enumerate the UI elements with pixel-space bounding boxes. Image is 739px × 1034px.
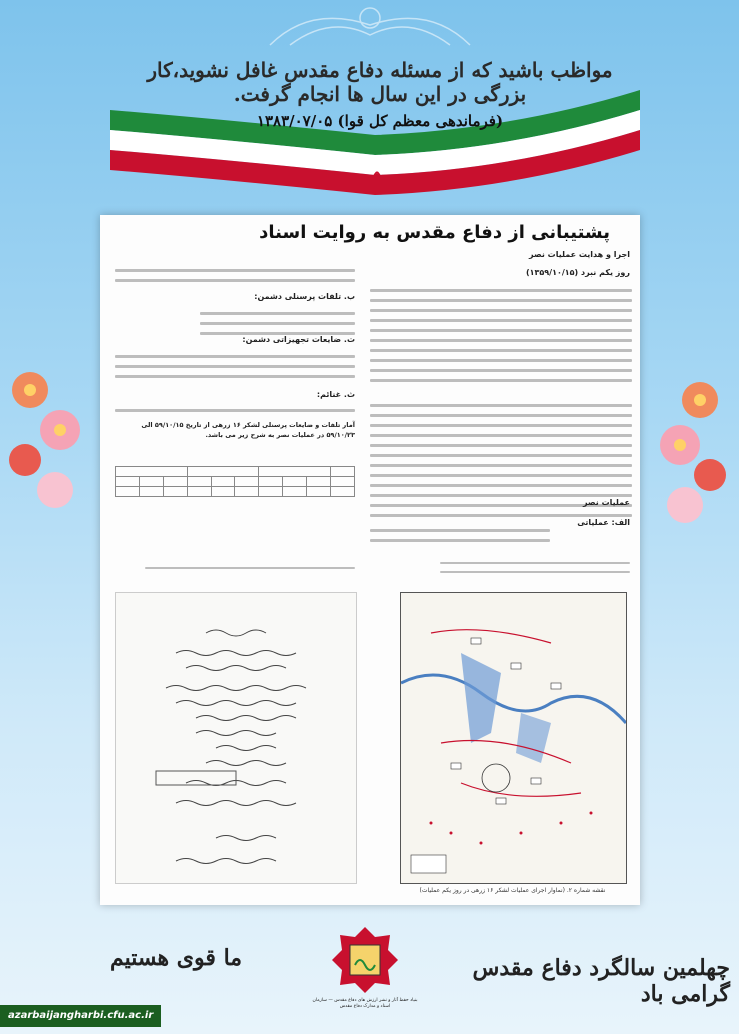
casualty-table xyxy=(115,466,355,497)
handwriting-scan xyxy=(116,593,356,883)
left-slogan: ما قوی هستیم xyxy=(110,945,243,971)
section-label: اجرا و هدایت عملیات نصر xyxy=(529,250,630,259)
summary-line: آمار تلفات و ضایعات پرسنلی لشکر ۱۶ زرهی از تاریخ ۵۹/۱۰/۱۵ الی ۵۹/۱۰/۲۳ در عملیات نصر به شرح زیر می باشد. xyxy=(141,421,355,439)
phase-text xyxy=(370,522,550,549)
foundation-logo xyxy=(330,925,400,995)
day-label: روز یکم نبرد (۱۳۵۹/۱۰/۱۵) xyxy=(525,268,630,277)
left-footnote xyxy=(145,560,355,576)
right-flowers xyxy=(640,370,739,530)
site-url-link[interactable]: azarbaijangharbi.cfu.ac.ir xyxy=(0,1005,161,1027)
left-heading-spoils: ث. غنائم: xyxy=(316,390,355,399)
handwritten-document xyxy=(115,592,357,884)
headline-quote: مواظب باشید که از مسئله دفاع مقدس غافل نشوید،کار بزرگی در این سال ها انجام گرفت. xyxy=(147,58,613,106)
operation-map xyxy=(400,592,627,884)
right-footnotes xyxy=(440,555,630,580)
logo-caption: بنیاد حفظ آثار و نشر ارزش های دفاع مقدس — سازمان اسناد و مدارک دفاع مقدس xyxy=(312,998,418,1009)
left-heading-equipment: ت. ضایعات تجهیزاتی دشمن: xyxy=(242,335,355,344)
right-slogan: چهلمین سالگرد دفاع مقدس گرامی باد xyxy=(472,955,730,1007)
top-ornament xyxy=(250,0,490,50)
left-equipment-lines xyxy=(115,348,355,385)
flag-ribbon xyxy=(110,90,640,210)
ops-label: عملیات نصر xyxy=(582,498,630,507)
left-heading-casualties: ب. تلفات پرسنلی دشمن: xyxy=(254,292,355,301)
document-title: پشتیبانی از دفاع مقدس به روایت اسناد xyxy=(259,222,610,243)
left-column-intro xyxy=(115,262,355,289)
left-flowers xyxy=(0,360,100,520)
attribution-date: (فرماندهی معظم کل قوا) ۱۳۸۳/۰۷/۰۵ xyxy=(256,112,504,130)
phase-label: الف: عملیاتی xyxy=(577,518,630,527)
left-spoils-lines xyxy=(115,402,355,419)
map-drawing xyxy=(401,593,626,883)
map-caption: نقشه شماره ۲. (نماوار اجرای عملیات لشکر ۱۶ زرهی در روز یکم عملیات) xyxy=(419,887,606,894)
emblem-icon xyxy=(367,170,387,192)
right-column-text xyxy=(370,282,632,524)
